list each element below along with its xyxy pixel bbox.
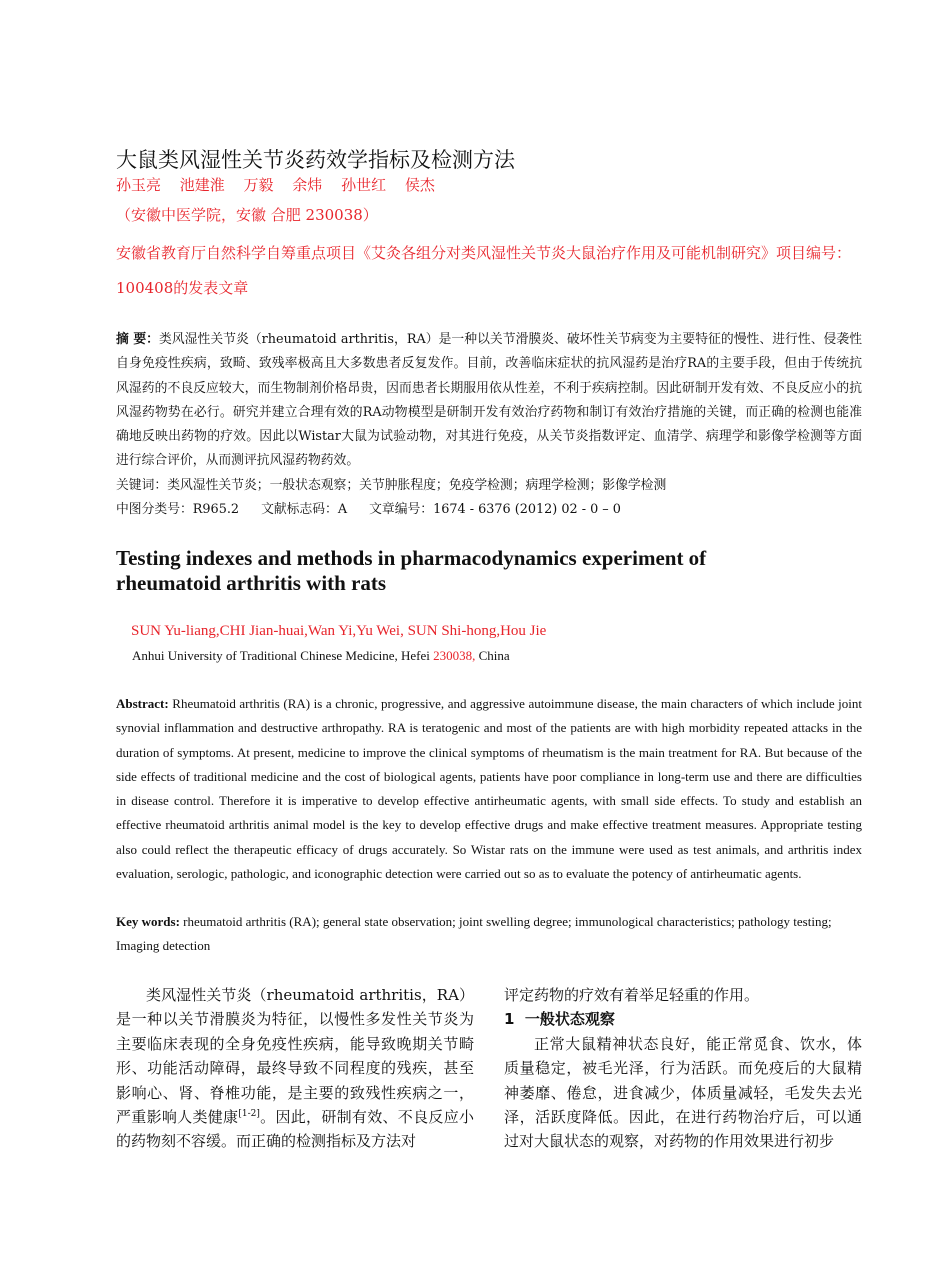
english-keywords	[116, 910, 862, 959]
body-right-column	[504, 983, 862, 1154]
english-keywords-label: Key words:	[116, 914, 180, 929]
english-affiliation	[132, 646, 510, 666]
english-affiliation-prefix: Anhui University of Traditional Chinese Medicine, Hefei	[132, 648, 434, 663]
english-affiliation-suffix: China	[475, 648, 510, 663]
funding-note: 安徽省教育厅自然科学自筹重点项目《艾灸各组分对类风湿性关节炎大鼠治疗作用及可能机制研究》项目编号：100408的发表文章	[116, 244, 852, 297]
chinese-abstract-label: 摘 要：	[116, 332, 159, 347]
body-continuation: 评定药物的疗效有着举足轻重的作用。	[504, 986, 760, 1004]
chinese-keywords	[116, 474, 862, 498]
article-no-label: 文章编号：	[369, 502, 434, 517]
chinese-keywords-label: 关键词：	[116, 478, 168, 493]
section-title: 一般状态观察	[524, 1010, 615, 1029]
english-affiliation-zip: 230038,	[433, 648, 476, 663]
section-paragraph: 正常大鼠精神状态良好，能正常觅食、饮水，体质量稳定，被毛光泽，行为活跃。而免疫后的大鼠精神萎靡、倦怠，进食减少，体质量减轻，毛发失去光泽，活跃度降低。因此，在进行药物治疗后，可以通过对大鼠状态的观察，对药物的作用效果进行初步	[504, 1034, 862, 1151]
body-intro-text-cont: 。因此，研制有效、不良反应小的药物刻不容缓。而正确的检测指标及方法对	[116, 1108, 474, 1151]
clc-value: R965.2	[192, 502, 240, 517]
english-abstract	[116, 692, 862, 886]
english-authors: SUN Yu-liang,CHI Jian-huai,Wan Yi,Yu Wei, SUN Shi-hong,Hou Jie	[131, 623, 547, 639]
classification-line	[116, 498, 862, 522]
english-keywords-text: rheumatoid arthritis (RA); general state observation; joint swelling degree; immunological characteristics; pathology testing; Imaging detection	[116, 914, 832, 954]
section-number: 1	[504, 1010, 515, 1029]
body-intro-text: 类风湿性关节炎（rheumatoid arthritis，RA）是一种以关节滑膜炎为特征，以慢性多发性关节炎为主要临床表现的全身免疫性疾病，能导致晚期关节畸形、功能活动障碍，最终导致不同程度的残疾，甚至影响心、肾、脊椎功能，是主要的致残性疾病之一，严重影响人类健康	[116, 986, 474, 1127]
chinese-keywords-text: 类风湿性关节炎；一般状态观察；关节肿胀程度；免疫学检测；病理学检测；影像学检测	[167, 478, 667, 493]
body-intro-paragraph	[116, 983, 474, 1154]
body-left-column	[116, 983, 474, 1154]
english-abstract-text: Rheumatoid arthritis (RA) is a chronic, progressive, and aggressive autoimmune disease, the main characters of which include joint synovial inflammation and destructive arthropathy. RA is teratogenic and most of the patients are with high morbidity repeated attacks in the duration of symptoms. At present, medicine to improve the clinical symptoms of rheumatism is the main treatment for RA. But because of the side effects of traditional medicine and the cost of biological agents, patients have poor compliance in long-term use and there are difficulties in disease control. Therefore it is imperative to develop effective antirheumatic agents, with small side effects. To study and establish an effective rheumatoid arthritis animal model is the key to develop effective drugs and make effective treatment measures. Appropriate testing also could reflect the therapeutic efficacy of drugs accurately. So Wistar rats on the immune were used as test animals, and arthritis index evaluation, serologic, pathologic, and iconographic detection were carried out so as to evaluate the potency of antirheumatic agents.	[116, 696, 863, 882]
english-abstract-label: Abstract:	[116, 696, 169, 711]
section-heading	[504, 1007, 862, 1031]
clc-label: 中图分类号：	[116, 502, 193, 517]
chinese-abstract-text: 类风湿性关节炎（rheumatoid arthritis，RA）是一种以关节滑膜炎、破坏性关节病变为主要特征的慢性、进行性、侵袭性自身免疫性疾病，致畸、致残率极高且大多数患者反复发作。目前，改善临床症状的抗风湿药是治疗RA的主要手段，但由于传统抗风湿药的不良反应较大，而生物制剂价格昂贵，因而患者长期服用依从性差，不利于疾病控制。因此研制开发有效、不良反应小的抗风湿药物势在必行。研究并建立合理有效的RA动物模型是研制开发有效治疗药物和制订有效治疗措施的关键，而正确的检测也能准确地反映出药物的疗效。因此以Wistar大鼠为试验动物，对其进行免疫，从关节炎指数评定、血清学、病理学和影像学检测等方面进行综合评价，从而测评抗风湿药物药效。	[116, 332, 862, 469]
english-title: Testing indexes and methods in pharmacodynamics experiment of rheumatoid arthritis with rats	[116, 546, 707, 595]
chinese-affiliation: （安徽中医学院，安徽 合肥 230038）	[116, 206, 378, 224]
article-no-value: 1674 - 6376 (2012) 02 - 0 – 0	[433, 502, 621, 517]
chinese-title: 大鼠类风湿性关节炎药效学指标及检测方法	[116, 148, 515, 172]
citation: [1-2]	[238, 1109, 260, 1120]
doc-code-label: 文献标志码：	[261, 502, 338, 517]
chinese-abstract	[116, 328, 862, 474]
doc-code-value: A	[337, 502, 348, 517]
chinese-authors: 孙玉亮 池建淮 万毅 余炜 孙世红 侯杰	[116, 176, 435, 194]
